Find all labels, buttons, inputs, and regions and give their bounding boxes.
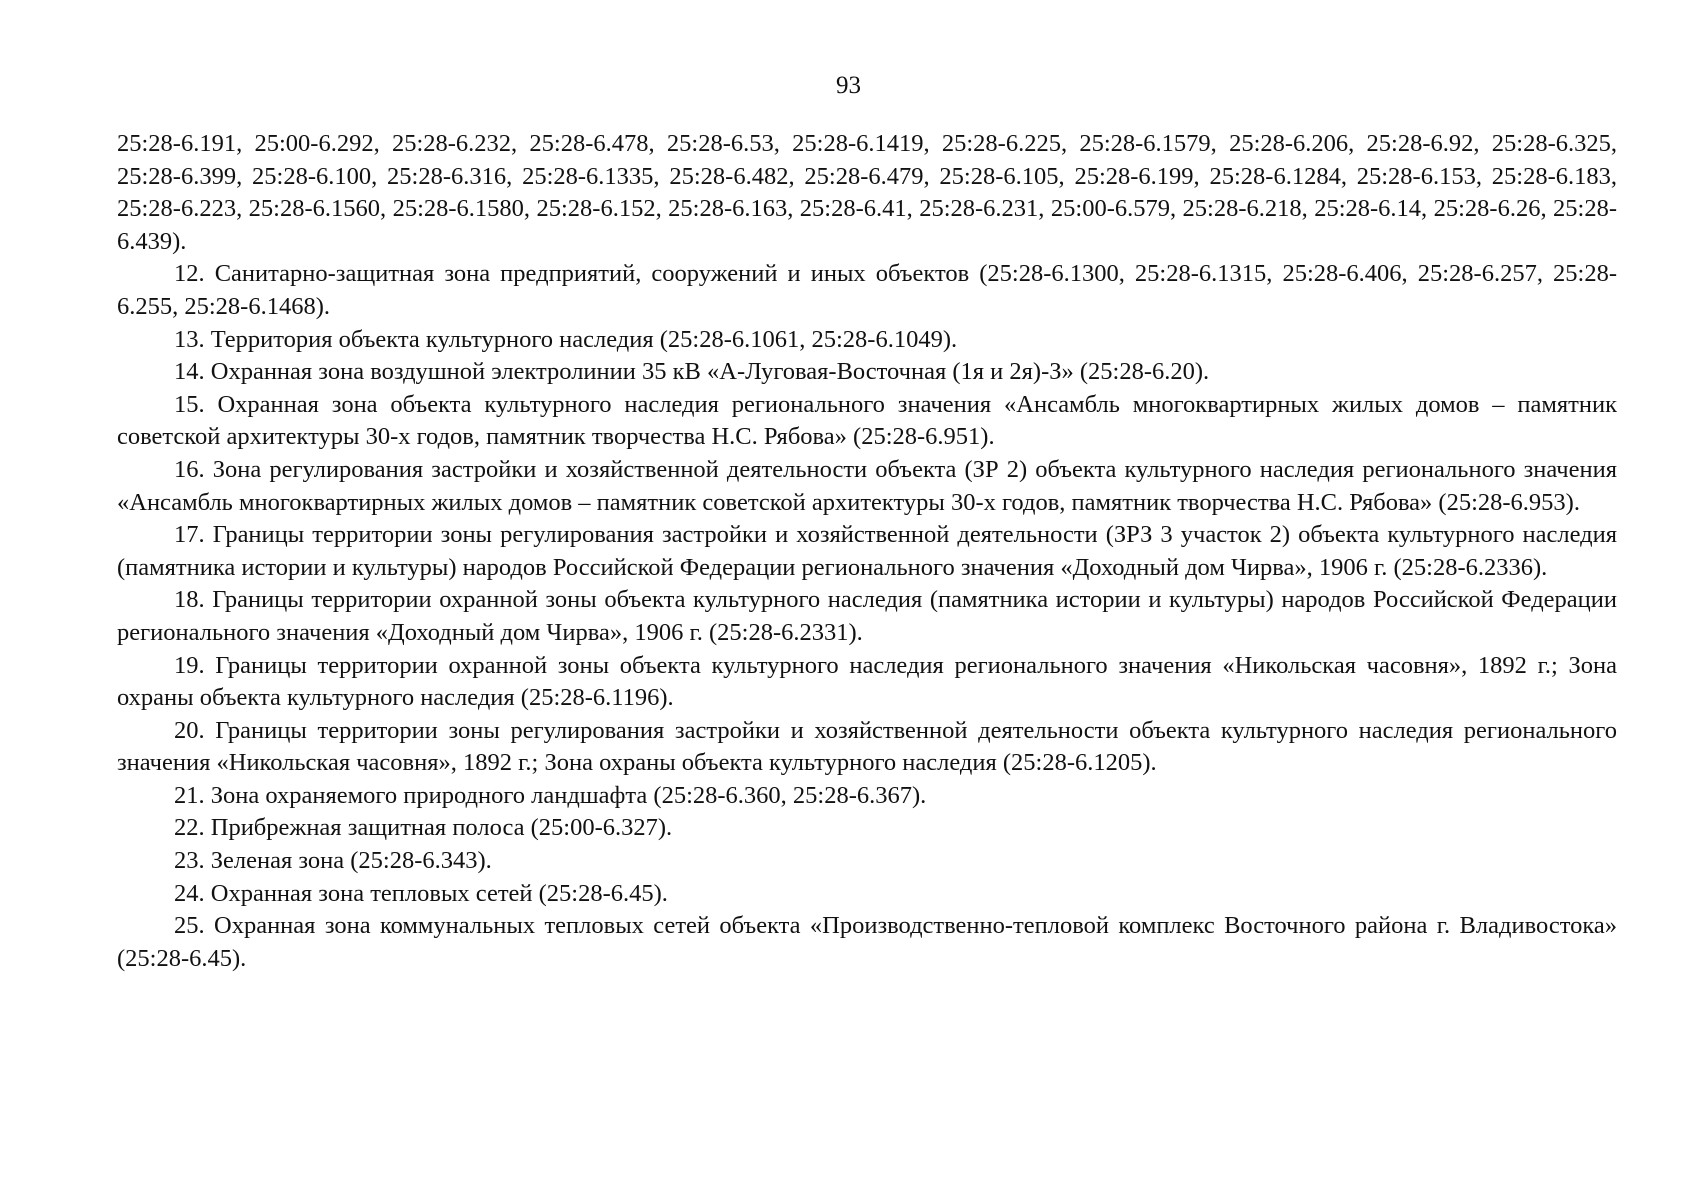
document-body [117,128,1617,975]
list-item-14: 14. Охранная зона воздушной электролинии 35 кВ «А-Луговая-Восточная (1я и 2я)-З» (25:28-6.20). [174,358,1210,386]
list-item-25: 25. Охранная зона коммунальных тепловых сетей объекта «Производственно-тепловой комплекс Восточного района г. Владивостока» (25:28-6.45). [117,912,1617,972]
list-item-22: 22. Прибрежная защитная полоса (25:00-6.327). [174,814,673,842]
list-item-13: 13. Территория объекта культурного наследия (25:28-6.1061, 25:28-6.1049). [174,325,958,353]
continuation-paragraph: 25:28-6.191, 25:00-6.292, 25:28-6.232, 25:28-6.478, 25:28-6.53, 25:28-6.1419, 25:28-6.225, 25:28-6.1579, 25:28-6.206, 25:28-6.92, 25:28-6.325, 25:28-6.399, 25:28-6.100, 25:28-6.316, 25:28-6.1335, 25:28-6.482, 25:28-6.479, 25:28-6.105, 25:28-6.199, 25:28-6.1284, 25:28-6.153, 25:28-6.183, 25:28-6.223, 25:28-6.1560, 25:28-6.1580, 25:28-6.152, 25:28-6.163, 25:28-6.41, 25:28-6.231, 25:00-6.579, 25:28-6.218, 25:28-6.14, 25:28-6.26, 25:28-6.439). [117,130,1617,255]
list-item-15: 15. Охранная зона объекта культурного наследия регионального значения «Ансамбль многоквартирных жилых домов – памятник советской архитектуры 30-х годов, памятник творчества Н.С. Рябова» (25:28-6.951). [117,390,1617,451]
list-item-18: 18. Границы территории охранной зоны объекта культурного наследия (памятника истории и культуры) народов Российской Федерации регионального значения «Доходный дом Чирва», 1906 г. (25:28-6.2331). [117,586,1617,646]
list-item-23: 23. Зеленая зона (25:28-6.343). [174,847,492,875]
page-number: 93 [836,72,861,99]
list-item-24: 24. Охранная зона тепловых сетей (25:28-6.45). [174,879,668,907]
list-item-20: 20. Границы территории зоны регулирования застройки и хозяйственной деятельности объекта культурного наследия регионального значения «Никольская часовня», 1892 г.; Зона охраны объекта культурного наследия (25:28-6.1205). [117,716,1617,777]
list-item-12: 12. Санитарно-защитная зона предприятий, сооружений и иных объектов (25:28-6.1300, 25:28-6.1315, 25:28-6.406, 25:28-6.257, 25:28-6.255, 25:28-6.1468). [117,260,1617,320]
list-item-19: 19. Границы территории охранной зоны объекта культурного наследия регионального значения «Никольская часовня», 1892 г.; Зона охраны объекта культурного наследия (25:28-6.1196). [117,651,1617,712]
list-item-21: 21. Зона охраняемого природного ландшафта (25:28-6.360, 25:28-6.367). [174,781,927,809]
list-item-17: 17. Границы территории зоны регулирования застройки и хозяйственной деятельности (ЗРЗ 3 участок 2) объекта культурного наследия (памятника истории и культуры) народов Российской Федерации регионального значения «Доходный дом Чирва», 1906 г. (25:28-6.2336). [117,521,1617,581]
list-item-16: 16. Зона регулирования застройки и хозяйственной деятельности объекта (ЗР 2) объекта культурного наследия регионального значения «Ансамбль многоквартирных жилых домов – памятник советской архитектуры 30-х годов, памятник творчества Н.С. Рябова» (25:28-6.953). [117,455,1617,516]
